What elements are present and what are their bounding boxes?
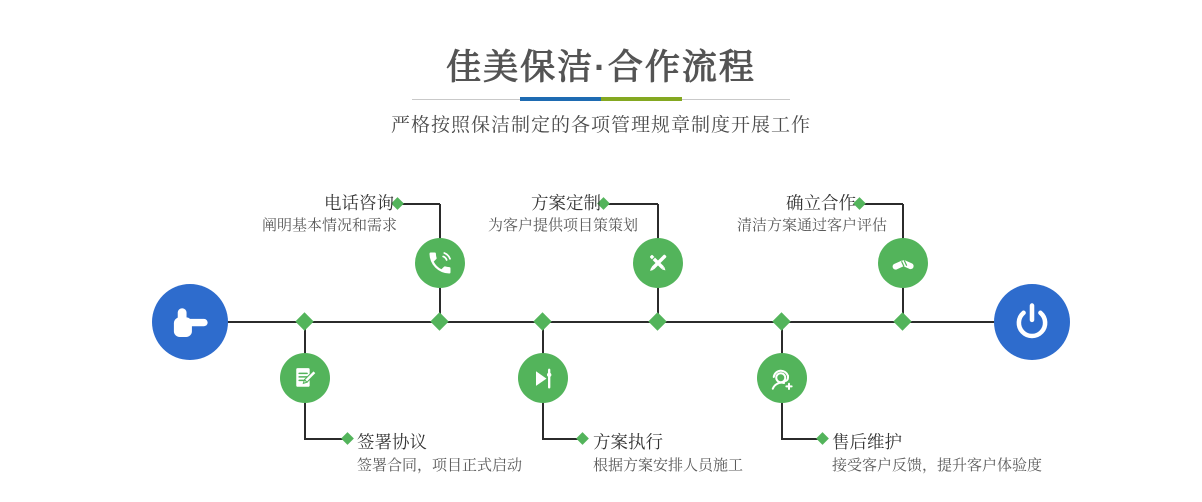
step-label-phone: 电话咨询	[324, 193, 394, 213]
step-label-execute: 方案执行	[593, 432, 663, 452]
step-circle-design	[633, 238, 683, 288]
step-label-design: 方案定制	[531, 193, 601, 213]
step-circle-execute	[518, 353, 568, 403]
step-circle-sign	[280, 353, 330, 403]
step-circle-service	[757, 353, 807, 403]
step-desc-execute: 根据方案安排人员施工	[593, 457, 744, 474]
diamond-node	[772, 312, 790, 330]
step-desc-design: 为客户提供项目策策划	[487, 217, 638, 234]
label-diamond-bullet	[341, 432, 354, 445]
diamond-node	[295, 312, 313, 330]
diamond-node	[533, 312, 551, 330]
step-desc-phone: 阐明基本情况和需求	[261, 217, 397, 234]
sign-document-icon	[291, 364, 319, 392]
label-diamond-bullet	[576, 432, 589, 445]
connector-line	[860, 203, 903, 205]
start-node	[152, 284, 228, 360]
connector-line	[398, 203, 440, 205]
connector-line	[604, 203, 658, 205]
hand-point-icon	[167, 299, 213, 345]
step-circle-phone	[415, 238, 465, 288]
step-label-service: 售后维护	[832, 432, 902, 452]
timeline-line	[214, 321, 996, 323]
diamond-node	[648, 312, 666, 330]
pencil-ruler-icon	[644, 249, 672, 277]
handshake-icon	[888, 248, 918, 278]
play-slider-icon	[529, 364, 557, 392]
step-desc-sign: 签署合同，项目正式启动	[357, 457, 523, 474]
step-desc-service: 接受客户反馈，提升客户体验度	[832, 457, 1043, 474]
step-label-sign: 签署协议	[357, 432, 427, 452]
page-subtitle: 严格按照保洁制定的各项管理规章制度开展工作	[390, 115, 811, 136]
customer-service-icon	[767, 363, 797, 393]
diamond-node	[430, 312, 448, 330]
step-label-cooperation: 确立合作	[786, 193, 856, 213]
step-desc-cooperation: 清洁方案通过客户评估	[736, 217, 887, 234]
diamond-node	[893, 312, 911, 330]
phone-icon	[426, 249, 454, 277]
end-node	[994, 284, 1070, 360]
step-circle-cooperation	[878, 238, 928, 288]
page-title: 佳美保洁·合作流程	[446, 48, 756, 87]
power-icon	[1011, 301, 1053, 343]
label-diamond-bullet	[816, 432, 829, 445]
